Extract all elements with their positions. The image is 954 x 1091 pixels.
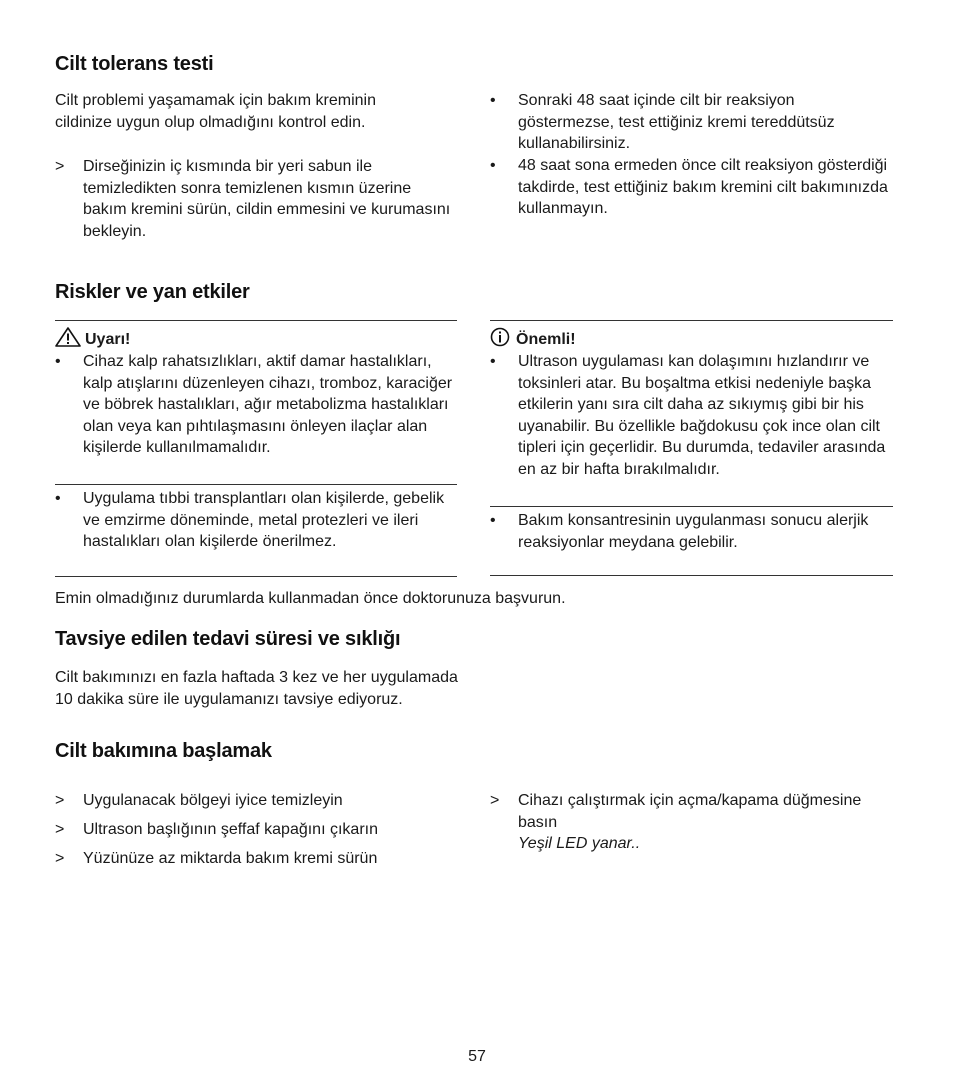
step-marker: > [55, 850, 65, 867]
bullet-text: Bakım konsantresinin uygulanması sonucu alerjik reaksiyonlar meydana gelebilir. [518, 512, 869, 551]
step-marker: > [55, 821, 65, 838]
tolerance-intro: Cilt problemi yaşamamak için bakım kreminin cildinize uygun olup olmadığını kontrol edin. [55, 92, 376, 131]
important-top-rule [490, 320, 893, 321]
warning-top-rule [55, 320, 457, 321]
warning-bottom-rule [55, 576, 457, 577]
bullet-text: Cihaz kalp rahatsızlıkları, aktif damar hastalıkları, kalp atışlarını düzenleyen cihazı, tromboz, karaciğer ve böbrek hastalıkları, ağır metabolizma hastalıkları olan veya kan pıhtılaşmasını önleyen ilaçlar alan kişilerde kullanılmamalıdır. [83, 353, 453, 456]
warning-bullet-2 [55, 488, 455, 553]
bullet-marker: • [490, 157, 496, 174]
step-text: Dirseğinizin iç kısmında bir yeri sabun ile temizledikten sonra temizlenen kısmın üzerine bakım kremini sürün, cildin emmesini ve kurumasını bekleyin. [83, 158, 451, 240]
start-step-2 [55, 819, 455, 841]
important-bottom-rule [490, 575, 893, 576]
step-marker: > [55, 792, 65, 809]
step-text: Uygulanacak bölgeyi iyice temizleyin [83, 792, 343, 809]
important-bullet-2 [490, 510, 890, 553]
start-step-3 [55, 848, 455, 870]
start-step-1 [55, 790, 455, 812]
heading-risks: Riskler ve yan etkiler [55, 281, 250, 303]
step-marker: > [55, 158, 65, 175]
important-title: Önemli! [516, 331, 576, 348]
important-header [490, 327, 576, 350]
bullet-marker: • [55, 353, 61, 370]
tolerance-bullet-1 [490, 90, 890, 155]
info-icon [490, 327, 512, 347]
start-step-4 [490, 790, 910, 855]
heading-tolerance-test: Cilt tolerans testi [55, 53, 214, 75]
bullet-marker: • [55, 490, 61, 507]
bullet-marker: • [490, 512, 496, 529]
important-bullet-1 [490, 351, 890, 480]
step-text: Ultrason başlığının şeffaf kapağını çıkarın [83, 821, 378, 838]
step-text: Yüzünüze az miktarda bakım kremi sürün [83, 850, 378, 867]
bullet-text: 48 saat sona ermeden önce cilt reaksiyon gösterdiği takdirde, test ettiğiniz bakım kremini cilt bakımınızda kullanmayın. [518, 157, 888, 217]
warning-title: Uyarı! [85, 331, 131, 348]
bullet-text: Sonraki 48 saat içinde cilt bir reaksiyon göstermezse, test ettiğiniz kremi tereddütsüz kullanabilirsiniz. [518, 92, 835, 152]
bullet-marker: • [490, 353, 496, 370]
tolerance-bullet-2 [490, 155, 890, 220]
bullet-text: Ultrason uygulaması kan dolaşımını hızlandırır ve toksinleri atar. Bu boşaltma etkisi nedeniyle başka etkilerin yanı sıra cilt daha az sıkıymış gibi bir his uyanabilir. Bu özellikle bağdokusu çok ince olan cilt tipleri için geçerlidir. Bu durumda, tedaviler arasında en az bir hafta bırakılmalıdır. [518, 353, 886, 478]
step-marker: > [490, 792, 500, 809]
page-number: 57 [468, 1048, 486, 1065]
doctor-note: Emin olmadığınız durumlarda kullanmadan önce doktorunuza başvurun. [55, 590, 566, 607]
bullet-text: Uygulama tıbbi transplantları olan kişilerde, gebelik ve emzirme döneminde, metal protezleri ve ileri hastalıkları olan kişilerde önerilmez. [83, 490, 445, 550]
step-text: Cihazı çalıştırmak için açma/kapama düğmesine basın [518, 792, 862, 831]
bullet-marker: • [490, 92, 496, 109]
heading-duration: Tavsiye edilen tedavi süresi ve sıklığı [55, 628, 401, 650]
important-divider [490, 506, 893, 507]
heading-start: Cilt bakımına başlamak [55, 740, 272, 762]
tolerance-step [55, 156, 455, 242]
warning-divider [55, 484, 457, 485]
warning-header [55, 327, 130, 350]
warning-triangle-icon [55, 327, 81, 347]
warning-bullet-1 [55, 351, 455, 459]
duration-text: Cilt bakımınızı en fazla haftada 3 kez ve her uygulamada 10 dakika süre ile uygulamanızı tavsiye ediyoruz. [55, 669, 458, 708]
step-result: Yeşil LED yanar.. [518, 835, 641, 852]
